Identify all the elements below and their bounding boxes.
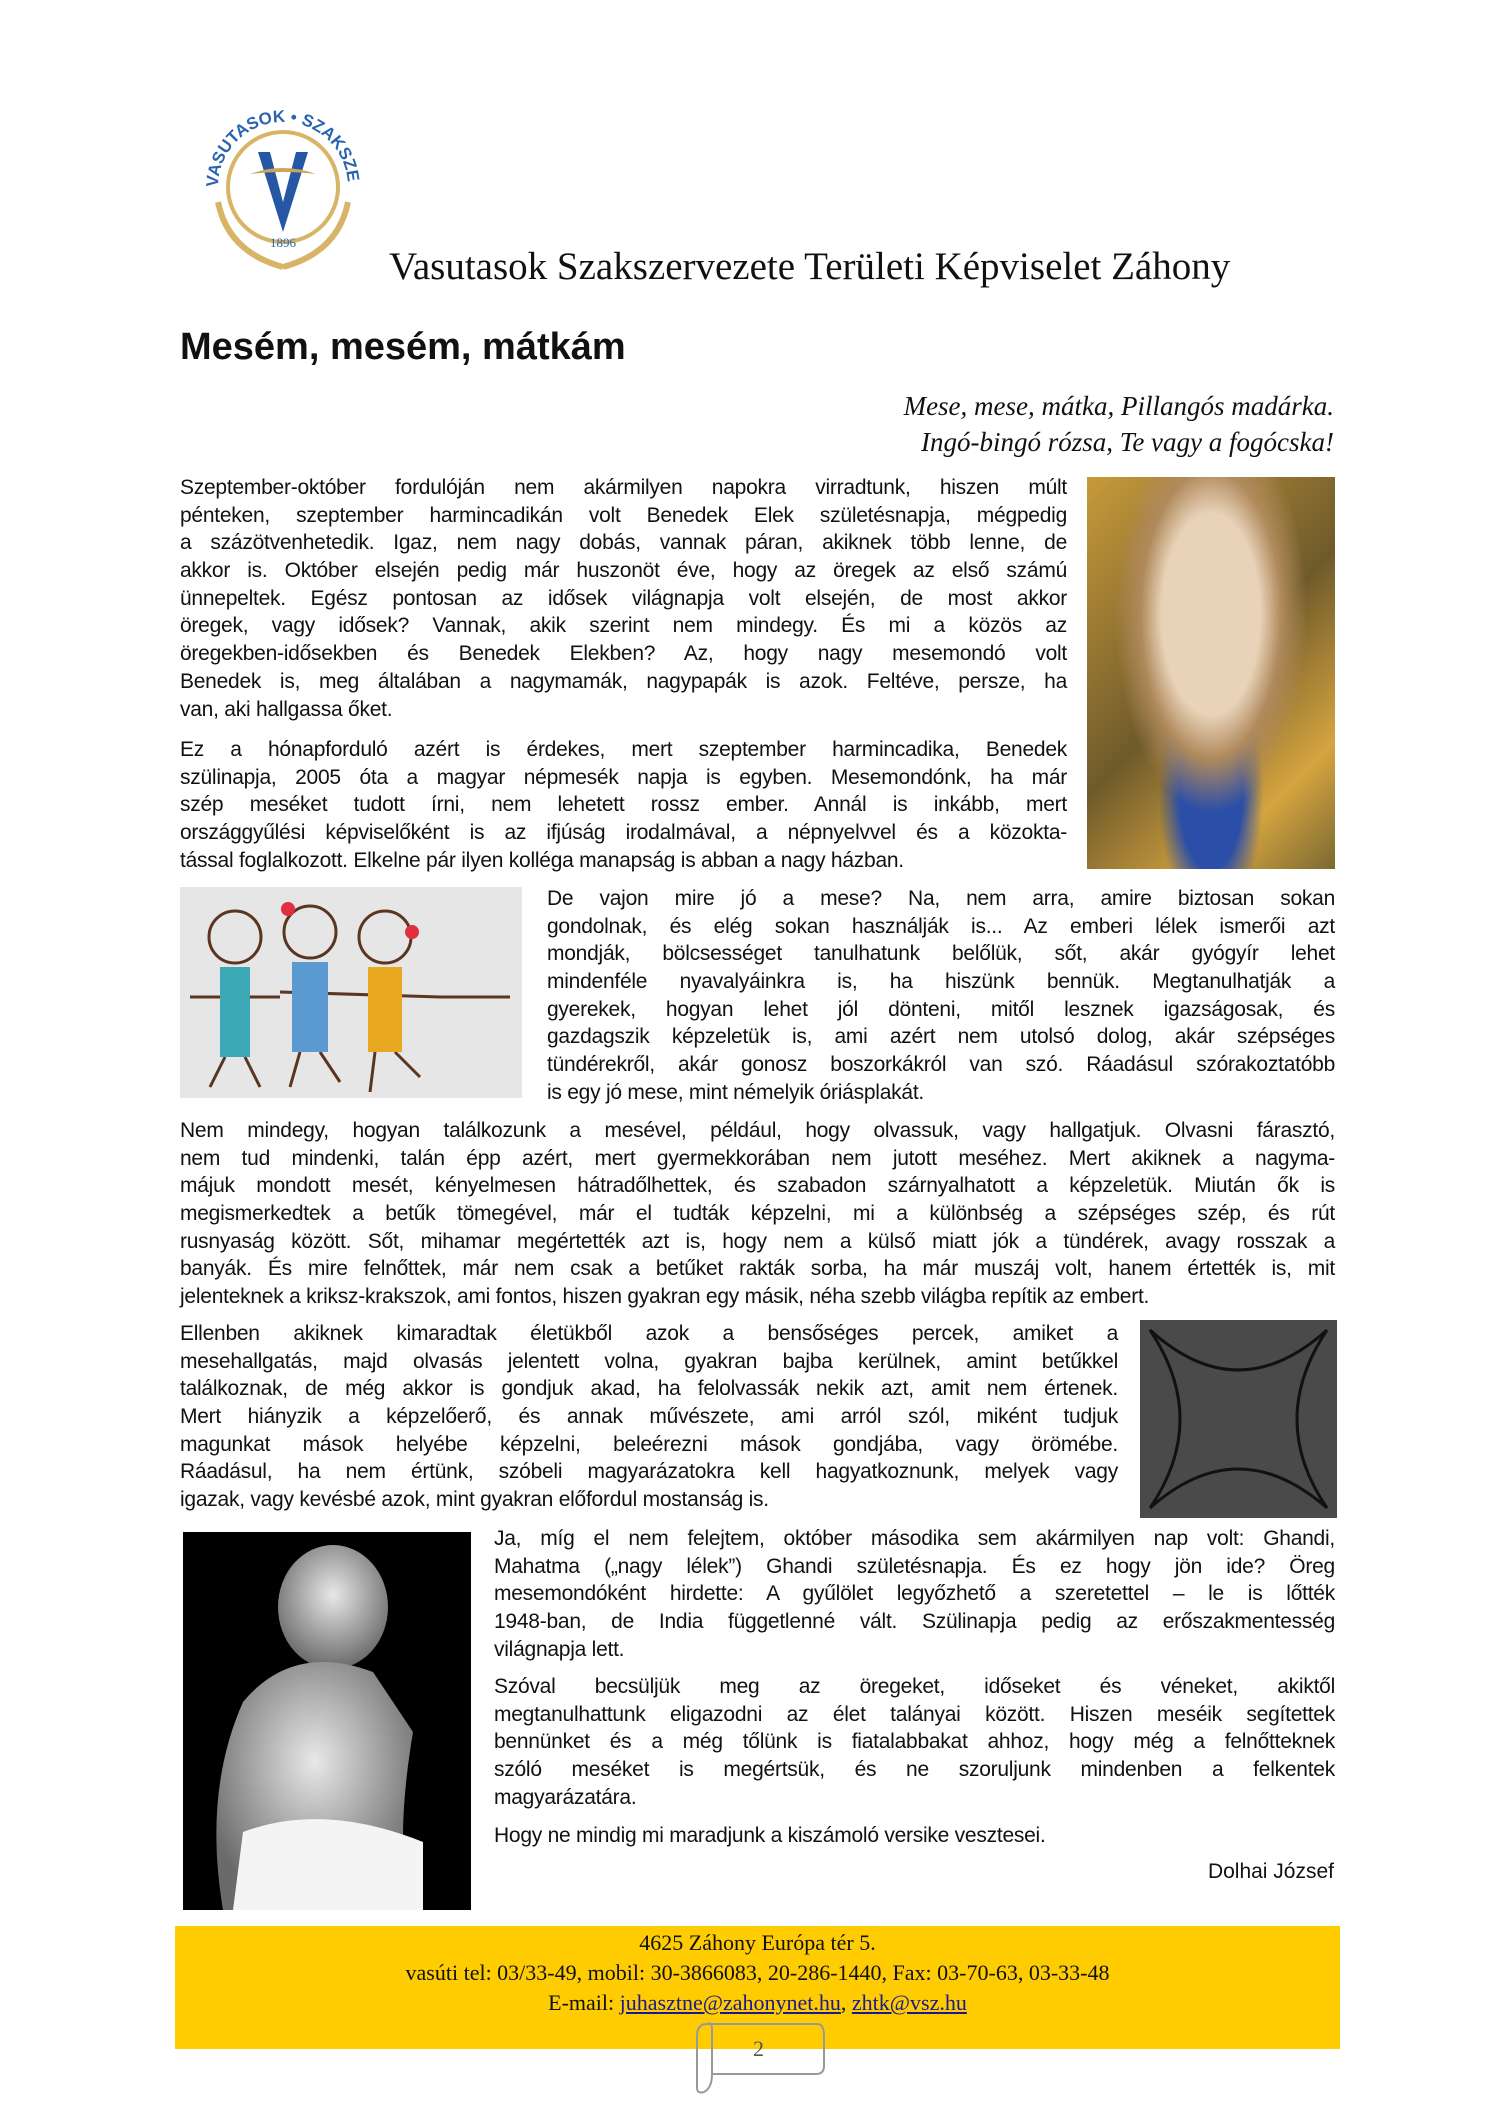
paragraph-line: szülinapja, 2005 óta a magyar népmesék napja is egyben. Mesemondónk, ha már bbox=[180, 765, 1067, 789]
paragraph-line: mesehallgatás, majd olvasás jelentett volna, gyakran bajba kerülnek, amint betűkkel bbox=[180, 1349, 1118, 1373]
page-number: 2 bbox=[753, 2036, 764, 2061]
paragraph-line: ünnepeltek. Egész pontosan az idősek világnapja volt elsején, de most akkor bbox=[180, 586, 1067, 610]
paragraph-line: a százötvenhetedik. Igaz, nem nagy dobás, vannak páran, akiknek több lenne, de bbox=[180, 531, 1067, 555]
paragraph-line: bennünket és a még tőlünk is fiatalabbakat ahhoz, hogy még a felnőtteknek bbox=[494, 1730, 1335, 1754]
paragraph bbox=[547, 885, 1335, 1107]
paragraph-line: gyerekek, hogyan lehet jól dönteni, mitől lesznek igazságosak, és bbox=[547, 997, 1335, 1021]
email-separator: , bbox=[840, 1990, 852, 2015]
paragraph-line: májuk mondott mesét, kényelmesen hátradőlhettek, és szabadon szárnyalhatott a képzeletük. Miután ők is bbox=[180, 1174, 1335, 1198]
paragraph-line: pénteken, szeptember harmincadikán volt Benedek Elek születésnapja, mégpedig bbox=[180, 503, 1067, 527]
paragraph-line: világnapja lett. bbox=[494, 1637, 625, 1661]
paragraph-line: Hogy ne mindig mi maradjunk a kiszámoló versike vesztesei. bbox=[494, 1824, 1046, 1847]
paragraph-line: öregekben-idősekben és Benedek Elekben? Az, hogy nagy mesemondó volt bbox=[180, 642, 1067, 666]
paragraph-line: igazak, vagy kevésbé azok, mint gyakran előfordul mostanság is. bbox=[180, 1488, 769, 1512]
paragraph-line: országgyűlési képviselőként is az ifjúság irodalmával, a népnyelvvel és a közokta- bbox=[180, 821, 1067, 845]
article-title: Mesém, mesém, mátkám bbox=[180, 326, 626, 368]
quote-line: Mese, mese, mátka, Pillangós madárka. bbox=[903, 391, 1334, 421]
paragraph-line: találkoznak, de még akkor is gondjuk akad, ha felolvassák nekik azt, amit nem értenek. bbox=[180, 1377, 1118, 1401]
paragraph-line: 1948-ban, de India függetlenné vált. Szülinapja pedig az erőszakmentesség bbox=[494, 1610, 1335, 1634]
paragraph-line: öregek, vagy idősek? Vannak, akik szerint nem mindegy. És mi a közös az bbox=[180, 614, 1067, 638]
svg-text:1896: 1896 bbox=[270, 235, 296, 250]
footer-phones: vasúti tel: 03/33-49, mobil: 30-3866083, 20-286-1440, Fax: 03-70-63, 03-33-48 bbox=[405, 1960, 1110, 1985]
svg-text:VASUTASOK • SZAKSZERVEZETE: VASUTASOK • SZAKSZE bbox=[202, 106, 363, 188]
email-link-juhasztne[interactable]: juhasztne@zahonynet.hu bbox=[619, 1990, 841, 2015]
paragraph-line: Mahatma („nagy lélek”) Ghandi születésnapja. És ez hogy jön ide? Öreg bbox=[494, 1554, 1335, 1578]
epigraph-quote bbox=[904, 388, 1334, 460]
paragraph-line: banyák. És mire felnőttek, már nem csak a betűket rakták sorba, ha már muszáj volt, hanem értették is, mit bbox=[180, 1257, 1335, 1281]
paragraph-line: mindenféle nyavalyáinkra is, ha hiszünk bennük. Megtanulhatják a bbox=[547, 970, 1335, 994]
paragraph bbox=[494, 1822, 1335, 1850]
paragraph bbox=[494, 1525, 1335, 1663]
paragraph-line: megtanulhattunk eligazodni az élet talányai között. Hiszen meséik segítettek bbox=[494, 1702, 1335, 1726]
benedek-elek-portrait bbox=[1087, 477, 1335, 869]
footer-address: 4625 Záhony Európa tér 5. bbox=[639, 1930, 876, 1955]
email-label: E-mail: bbox=[548, 1990, 620, 2015]
paragraph-line: De vajon mire jó a mese? Na, nem arra, amire biztosan sokan bbox=[547, 887, 1335, 910]
paragraph bbox=[180, 1117, 1335, 1311]
organization-title: Vasutasok Szakszervezete Területi Képviselet Záhony bbox=[389, 245, 1231, 288]
paragraph-line: Benedek is, meg általában a nagymamák, nagypapák is azok. Feltéve, persze, ha bbox=[180, 669, 1067, 693]
paragraph-line: magyarázatára. bbox=[494, 1785, 637, 1809]
paragraph-line: is egy jó mese, mint némelyik óriásplakát. bbox=[547, 1080, 924, 1104]
paragraph-line: nem tud mindenki, talán épp azért, mert gyermekkorában nem jutott meséhez. Mert akiknek a nagyma- bbox=[180, 1146, 1335, 1170]
paragraph-line: van, aki hallgassa őket. bbox=[180, 697, 393, 721]
paragraph-line: Ja, míg el nem felejtem, október másodika sem akármilyen nap volt: Ghandi, bbox=[494, 1527, 1335, 1550]
children-illustration bbox=[180, 887, 522, 1098]
paragraph bbox=[180, 474, 1067, 723]
paragraph-line: magunkat mások helyébe képzelni, beleérezni mások gondjába, vagy örömébe. bbox=[180, 1432, 1118, 1456]
quote-line: Ingó-bingó rózsa, Te vagy a fogócska! bbox=[921, 427, 1334, 457]
paragraph-line: szóló meséket is megértsük, és ne szoruljunk mindenben a felkentek bbox=[494, 1758, 1335, 1782]
paragraph-line: gondolnak, és elég sokan használják is... Az emberi lélek ismerői azt bbox=[547, 914, 1335, 938]
paragraph-line: jelenteknek a kriksz-krakszok, ami fontos, hiszen gyakran egy másik, néha szebb világba repítik az embert. bbox=[180, 1285, 1150, 1309]
union-logo bbox=[188, 92, 378, 277]
paragraph-line: Ellenben akiknek kimaradtak életükből azok a bensőséges percek, amiket a bbox=[180, 1322, 1118, 1345]
gandhi-photo bbox=[183, 1532, 471, 1910]
footer-email-line bbox=[175, 1988, 1340, 2018]
paragraph bbox=[180, 736, 1067, 874]
paragraph-line: tással foglalkozott. Elkelne pár ilyen kolléga manapság is abban a nagy házban. bbox=[180, 848, 904, 872]
paragraph-line: mondják, bölcsességet tanulhatunk belőlük, sőt, akár gyógyír lehet bbox=[547, 942, 1335, 966]
paragraph-line: Mert hiányzik a képzelőerő, és annak művészete, ami arról szól, miként tudjuk bbox=[180, 1405, 1118, 1429]
email-link-zhtk[interactable]: zhtk@vsz.hu bbox=[851, 1990, 967, 2015]
paragraph-line: Szeptember-október fordulóján nem akármilyen napokra virradtunk, hiszen múlt bbox=[180, 476, 1067, 499]
paragraph-line: megismerkedtek a betűk tömegével, már el tudták képzelni, mi a különbség a szépséges szép, és rút bbox=[180, 1202, 1335, 1226]
paragraph bbox=[494, 1673, 1335, 1811]
paragraph-line: tündérekről, akár gonosz boszorkákról van szó. Ráadásul szórakoztatóbb bbox=[547, 1053, 1335, 1077]
paragraph-line: szép meséket tudott írni, nem lehetett rossz ember. Annál is inkább, mert bbox=[180, 793, 1067, 817]
page-number-scroll bbox=[692, 2016, 825, 2094]
paragraph bbox=[180, 1320, 1118, 1514]
letter-x-illustration bbox=[1140, 1320, 1337, 1518]
paragraph-line: rusnyaság között. Sőt, mihamar megértették azt is, hogy nem a külső miatt jók a tündérek, avagy rosszak a bbox=[180, 1229, 1335, 1253]
paragraph-line: Szóval becsüljük meg az öregeket, időseket és véneket, akiktől bbox=[494, 1675, 1335, 1698]
paragraph-line: Ráadásul, ha nem értünk, szóbeli magyarázatokra kell hagyatkoznunk, melyek vagy bbox=[180, 1460, 1118, 1484]
paragraph-line: akkor is. Október elsején pedig már huszonöt éve, hogy az öregek az első számú bbox=[180, 559, 1067, 583]
paragraph-line: mesemondóként hirdette: A gyűlölet legyőzhető a szeretettel – le is lőtték bbox=[494, 1582, 1335, 1606]
author-signature: Dolhai József bbox=[1207, 1860, 1334, 1883]
paragraph-line: gazdagszik képzeletük is, ami azért nem utolsó dolog, akár szépséges bbox=[547, 1025, 1335, 1049]
paragraph-line: Nem mindegy, hogyan találkozunk a mesével, például, hogy olvassuk, vagy hallgatjuk. Olvasni fárasztó, bbox=[180, 1119, 1335, 1142]
paragraph-line: Ez a hónapforduló azért is érdekes, mert szeptember harmincadika, Benedek bbox=[180, 738, 1067, 761]
